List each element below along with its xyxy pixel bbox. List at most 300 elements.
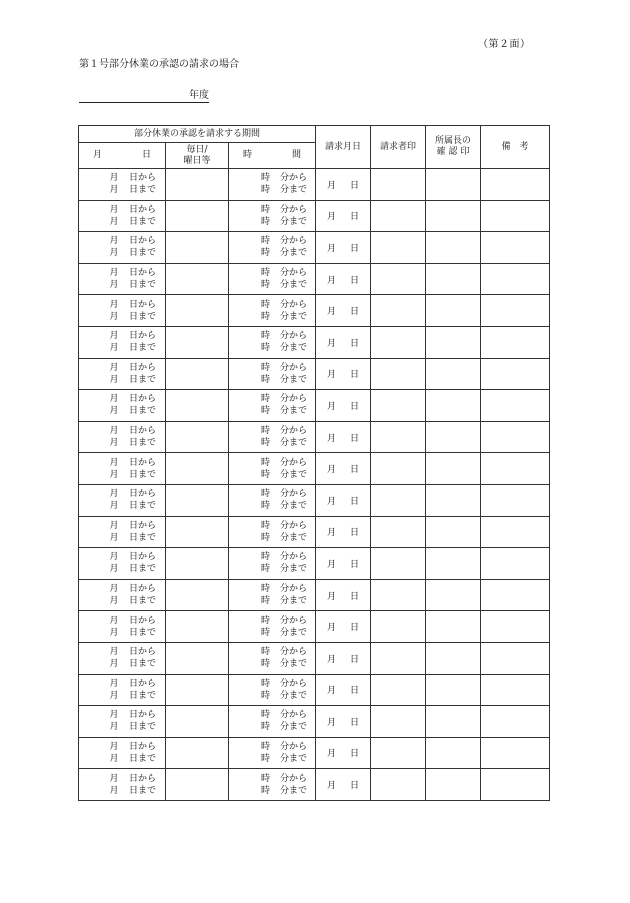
- fiscal-year-field[interactable]: [79, 90, 209, 103]
- to-hour-label: 時: [260, 785, 270, 796]
- weekday-header: [166, 143, 229, 169]
- to-month-label: 月: [109, 564, 119, 575]
- weekday-cell[interactable]: [166, 642, 229, 674]
- request-date-cell[interactable]: [316, 263, 371, 295]
- date-range-cell[interactable]: [79, 484, 166, 516]
- supervisor-seal-cell[interactable]: [426, 516, 481, 548]
- requester-seal-cell[interactable]: [371, 453, 426, 485]
- from-month-label: 月: [109, 710, 119, 721]
- requester-seal-cell[interactable]: [371, 169, 426, 201]
- from-month-label: 月: [109, 173, 119, 184]
- form-heading: 第１号部分休業の承認の請求の場合: [79, 59, 239, 70]
- request-date-cell[interactable]: [316, 200, 371, 232]
- time-range-cell[interactable]: [229, 611, 316, 643]
- to-month-label: 月: [109, 406, 119, 417]
- request-day-label: 日: [350, 465, 360, 476]
- from-hour-label: 時: [260, 299, 270, 310]
- to-day-label: 日まで: [129, 722, 157, 733]
- time-range-cell[interactable]: [229, 769, 316, 801]
- remarks-cell[interactable]: [481, 390, 550, 422]
- weekday-cell[interactable]: [166, 263, 229, 295]
- to-day-label: 日まで: [129, 596, 157, 607]
- weekday-cell[interactable]: [166, 706, 229, 738]
- requester-seal-cell[interactable]: [371, 484, 426, 516]
- requester-seal-cell[interactable]: [371, 737, 426, 769]
- to-minute-label: 分まで: [280, 216, 308, 227]
- from-day-label: 日から: [129, 552, 157, 563]
- time-range-cell[interactable]: [229, 548, 316, 580]
- from-hour-label: 時: [260, 647, 270, 658]
- supervisor-seal-header-line1: 所属長の: [435, 136, 472, 146]
- to-hour-label: 時: [260, 406, 270, 417]
- to-minute-label: 分まで: [280, 343, 308, 354]
- to-minute-label: 分まで: [280, 248, 308, 259]
- to-month-label: 月: [109, 216, 119, 227]
- supervisor-seal-cell[interactable]: [426, 769, 481, 801]
- remarks-cell[interactable]: [481, 642, 550, 674]
- supervisor-seal-cell[interactable]: [426, 263, 481, 295]
- supervisor-seal-cell[interactable]: [426, 611, 481, 643]
- requester-seal-cell[interactable]: [371, 263, 426, 295]
- request-month-label: 月: [327, 717, 337, 728]
- supervisor-seal-cell[interactable]: [426, 579, 481, 611]
- request-date-cell[interactable]: [316, 484, 371, 516]
- to-hour-label: 時: [260, 438, 270, 449]
- weekday-cell[interactable]: [166, 421, 229, 453]
- request-month-label: 月: [327, 591, 337, 602]
- request-month-label: 月: [327, 686, 337, 697]
- request-month-label: 月: [327, 433, 337, 444]
- to-month-label: 月: [109, 374, 119, 385]
- page-number: （第２面）: [478, 39, 531, 50]
- time-range-cell[interactable]: [229, 516, 316, 548]
- request-day-label: 日: [350, 591, 360, 602]
- requester-seal-cell[interactable]: [371, 358, 426, 390]
- request-day-label: 日: [350, 338, 360, 349]
- request-date-cell[interactable]: [316, 295, 371, 327]
- weekday-cell[interactable]: [166, 769, 229, 801]
- request-month-label: 月: [327, 654, 337, 665]
- table-row: [79, 516, 550, 548]
- to-day-label: 日まで: [129, 469, 157, 480]
- from-month-label: 月: [109, 204, 119, 215]
- remarks-cell[interactable]: [481, 548, 550, 580]
- duration-header: 間: [292, 150, 302, 160]
- time-range-cell[interactable]: [229, 169, 316, 201]
- table-row: [79, 548, 550, 580]
- to-hour-label: 時: [260, 659, 270, 670]
- to-month-label: 月: [109, 343, 119, 354]
- to-day-label: 日まで: [129, 374, 157, 385]
- to-hour-label: 時: [260, 374, 270, 385]
- request-day-label: 日: [350, 654, 360, 665]
- date-range-cell[interactable]: [79, 769, 166, 801]
- fiscal-year-label: 年度: [189, 90, 209, 101]
- remarks-cell[interactable]: [481, 326, 550, 358]
- from-month-label: 月: [109, 426, 119, 437]
- from-hour-label: 時: [260, 362, 270, 373]
- requester-seal-cell[interactable]: [371, 200, 426, 232]
- supervisor-seal-header: [426, 126, 481, 169]
- to-minute-label: 分まで: [280, 311, 308, 322]
- from-minute-label: 分から: [280, 710, 308, 721]
- supervisor-seal-cell[interactable]: [426, 232, 481, 264]
- date-range-cell[interactable]: [79, 453, 166, 485]
- requester-seal-cell[interactable]: [371, 232, 426, 264]
- to-minute-label: 分まで: [280, 438, 308, 449]
- time-range-cell[interactable]: [229, 358, 316, 390]
- request-date-cell[interactable]: [316, 769, 371, 801]
- partial-leave-request-table: [78, 125, 550, 801]
- request-date-cell[interactable]: [316, 358, 371, 390]
- time-range-cell[interactable]: [229, 390, 316, 422]
- time-range-cell[interactable]: [229, 579, 316, 611]
- remarks-cell[interactable]: [481, 769, 550, 801]
- weekday-cell[interactable]: [166, 579, 229, 611]
- from-month-label: 月: [109, 773, 119, 784]
- request-day-label: 日: [350, 370, 360, 381]
- to-minute-label: 分まで: [280, 785, 308, 796]
- to-hour-label: 時: [260, 501, 270, 512]
- remarks-cell[interactable]: [481, 263, 550, 295]
- supervisor-seal-cell[interactable]: [426, 737, 481, 769]
- remarks-cell[interactable]: [481, 421, 550, 453]
- requester-seal-cell[interactable]: [371, 516, 426, 548]
- remarks-header: 備 考: [481, 126, 550, 169]
- remarks-cell[interactable]: [481, 169, 550, 201]
- request-date-header: 請求月日: [316, 126, 371, 169]
- time-range-cell[interactable]: [229, 737, 316, 769]
- requester-seal-cell[interactable]: [371, 295, 426, 327]
- date-range-cell[interactable]: [79, 200, 166, 232]
- request-date-cell[interactable]: [316, 421, 371, 453]
- requester-seal-cell[interactable]: [371, 611, 426, 643]
- request-month-label: 月: [327, 370, 337, 381]
- remarks-cell[interactable]: [481, 232, 550, 264]
- supervisor-seal-cell[interactable]: [426, 358, 481, 390]
- supervisor-seal-cell[interactable]: [426, 548, 481, 580]
- table-row: [79, 769, 550, 801]
- supervisor-seal-cell[interactable]: [426, 169, 481, 201]
- weekday-header-line1: 毎日/: [186, 144, 208, 155]
- from-day-label: 日から: [129, 426, 157, 437]
- time-range-cell[interactable]: [229, 421, 316, 453]
- from-day-label: 日から: [129, 520, 157, 531]
- to-day-label: 日まで: [129, 659, 157, 670]
- time-range-cell[interactable]: [229, 484, 316, 516]
- from-minute-label: 分から: [280, 173, 308, 184]
- to-hour-label: 時: [260, 469, 270, 480]
- request-date-cell[interactable]: [316, 579, 371, 611]
- time-range-cell[interactable]: [229, 263, 316, 295]
- remarks-cell[interactable]: [481, 295, 550, 327]
- weekday-cell[interactable]: [166, 169, 229, 201]
- from-hour-label: 時: [260, 489, 270, 500]
- weekday-cell[interactable]: [166, 548, 229, 580]
- weekday-cell[interactable]: [166, 516, 229, 548]
- date-range-cell[interactable]: [79, 421, 166, 453]
- request-date-cell[interactable]: [316, 737, 371, 769]
- weekday-cell[interactable]: [166, 200, 229, 232]
- to-month-label: 月: [109, 722, 119, 733]
- to-day-label: 日まで: [129, 216, 157, 227]
- time-range-cell[interactable]: [229, 326, 316, 358]
- remarks-cell[interactable]: [481, 737, 550, 769]
- from-day-label: 日から: [129, 741, 157, 752]
- from-hour-label: 時: [260, 331, 270, 342]
- to-day-label: 日まで: [129, 753, 157, 764]
- requester-seal-cell[interactable]: [371, 421, 426, 453]
- weekday-cell[interactable]: [166, 453, 229, 485]
- to-minute-label: 分まで: [280, 469, 308, 480]
- request-day-label: 日: [350, 180, 360, 191]
- to-day-label: 日まで: [129, 564, 157, 575]
- to-minute-label: 分まで: [280, 659, 308, 670]
- date-range-cell[interactable]: [79, 390, 166, 422]
- from-month-label: 月: [109, 362, 119, 373]
- to-hour-label: 時: [260, 248, 270, 259]
- from-hour-label: 時: [260, 268, 270, 279]
- from-minute-label: 分から: [280, 394, 308, 405]
- from-hour-label: 時: [260, 394, 270, 405]
- requester-seal-cell[interactable]: [371, 548, 426, 580]
- to-month-label: 月: [109, 785, 119, 796]
- date-range-cell[interactable]: [79, 358, 166, 390]
- request-day-label: 日: [350, 307, 360, 318]
- from-minute-label: 分から: [280, 584, 308, 595]
- to-hour-label: 時: [260, 722, 270, 733]
- time-range-cell[interactable]: [229, 453, 316, 485]
- from-hour-label: 時: [260, 710, 270, 721]
- period-group-header: 部分休業の承認を請求する期間: [79, 126, 316, 143]
- weekday-cell[interactable]: [166, 611, 229, 643]
- request-month-label: 月: [327, 749, 337, 760]
- from-hour-label: 時: [260, 173, 270, 184]
- weekday-cell[interactable]: [166, 674, 229, 706]
- supervisor-seal-cell[interactable]: [426, 706, 481, 738]
- time-range-cell[interactable]: [229, 674, 316, 706]
- from-month-label: 月: [109, 584, 119, 595]
- date-range-cell[interactable]: [79, 706, 166, 738]
- to-month-label: 月: [109, 690, 119, 701]
- requester-seal-cell[interactable]: [371, 674, 426, 706]
- request-date-cell[interactable]: [316, 611, 371, 643]
- supervisor-seal-cell[interactable]: [426, 484, 481, 516]
- supervisor-seal-cell[interactable]: [426, 326, 481, 358]
- request-day-label: 日: [350, 623, 360, 634]
- from-day-label: 日から: [129, 204, 157, 215]
- from-hour-label: 時: [260, 204, 270, 215]
- date-range-cell[interactable]: [79, 611, 166, 643]
- weekday-cell[interactable]: [166, 484, 229, 516]
- request-date-cell[interactable]: [316, 706, 371, 738]
- supervisor-seal-cell[interactable]: [426, 200, 481, 232]
- from-minute-label: 分から: [280, 236, 308, 247]
- time-range-cell[interactable]: [229, 295, 316, 327]
- weekday-cell[interactable]: [166, 390, 229, 422]
- time-header: [229, 143, 316, 169]
- remarks-cell[interactable]: [481, 674, 550, 706]
- supervisor-seal-cell[interactable]: [426, 421, 481, 453]
- remarks-cell[interactable]: [481, 579, 550, 611]
- to-day-label: 日まで: [129, 343, 157, 354]
- weekday-cell[interactable]: [166, 358, 229, 390]
- month-day-header: [79, 143, 166, 169]
- hour-header: 時: [243, 150, 253, 160]
- from-hour-label: 時: [260, 584, 270, 595]
- from-month-label: 月: [109, 741, 119, 752]
- table-row: [79, 169, 550, 201]
- request-date-cell[interactable]: [316, 390, 371, 422]
- to-hour-label: 時: [260, 753, 270, 764]
- to-minute-label: 分まで: [280, 596, 308, 607]
- from-day-label: 日から: [129, 489, 157, 500]
- table-row: [79, 358, 550, 390]
- remarks-cell[interactable]: [481, 706, 550, 738]
- to-day-label: 日まで: [129, 501, 157, 512]
- to-month-label: 月: [109, 248, 119, 259]
- request-day-label: 日: [350, 212, 360, 223]
- from-day-label: 日から: [129, 299, 157, 310]
- from-hour-label: 時: [260, 773, 270, 784]
- to-hour-label: 時: [260, 690, 270, 701]
- time-range-cell[interactable]: [229, 200, 316, 232]
- to-month-label: 月: [109, 185, 119, 196]
- weekday-cell[interactable]: [166, 232, 229, 264]
- time-range-cell[interactable]: [229, 706, 316, 738]
- from-minute-label: 分から: [280, 362, 308, 373]
- to-month-label: 月: [109, 532, 119, 543]
- request-date-cell[interactable]: [316, 642, 371, 674]
- date-range-cell[interactable]: [79, 548, 166, 580]
- time-range-cell[interactable]: [229, 232, 316, 264]
- remarks-cell[interactable]: [481, 611, 550, 643]
- table-row: [79, 706, 550, 738]
- from-hour-label: 時: [260, 615, 270, 626]
- to-hour-label: 時: [260, 343, 270, 354]
- to-hour-label: 時: [260, 185, 270, 196]
- request-month-label: 月: [327, 781, 337, 792]
- remarks-cell[interactable]: [481, 484, 550, 516]
- date-range-cell[interactable]: [79, 579, 166, 611]
- request-month-label: 月: [327, 243, 337, 254]
- requester-seal-cell[interactable]: [371, 642, 426, 674]
- from-day-label: 日から: [129, 362, 157, 373]
- request-month-label: 月: [327, 528, 337, 539]
- to-minute-label: 分まで: [280, 564, 308, 575]
- requester-seal-cell[interactable]: [371, 579, 426, 611]
- to-day-label: 日まで: [129, 311, 157, 322]
- from-minute-label: 分から: [280, 457, 308, 468]
- from-day-label: 日から: [129, 584, 157, 595]
- requester-seal-cell[interactable]: [371, 326, 426, 358]
- request-date-cell[interactable]: [316, 453, 371, 485]
- from-minute-label: 分から: [280, 426, 308, 437]
- date-range-cell[interactable]: [79, 737, 166, 769]
- request-date-cell[interactable]: [316, 232, 371, 264]
- request-month-label: 月: [327, 623, 337, 634]
- to-minute-label: 分まで: [280, 501, 308, 512]
- time-range-cell[interactable]: [229, 642, 316, 674]
- month-header: 月: [93, 150, 103, 160]
- to-day-label: 日まで: [129, 438, 157, 449]
- request-date-cell[interactable]: [316, 169, 371, 201]
- date-range-cell[interactable]: [79, 169, 166, 201]
- to-day-label: 日まで: [129, 406, 157, 417]
- date-range-cell[interactable]: [79, 326, 166, 358]
- remarks-cell[interactable]: [481, 200, 550, 232]
- request-date-cell[interactable]: [316, 516, 371, 548]
- supervisor-seal-cell[interactable]: [426, 453, 481, 485]
- supervisor-seal-cell[interactable]: [426, 295, 481, 327]
- to-month-label: 月: [109, 438, 119, 449]
- from-day-label: 日から: [129, 331, 157, 342]
- to-minute-label: 分まで: [280, 690, 308, 701]
- requester-seal-cell[interactable]: [371, 706, 426, 738]
- from-minute-label: 分から: [280, 268, 308, 279]
- request-date-cell[interactable]: [316, 548, 371, 580]
- request-month-label: 月: [327, 496, 337, 507]
- supervisor-seal-cell[interactable]: [426, 674, 481, 706]
- request-date-cell[interactable]: [316, 326, 371, 358]
- from-month-label: 月: [109, 299, 119, 310]
- from-day-label: 日から: [129, 394, 157, 405]
- to-day-label: 日まで: [129, 280, 157, 291]
- remarks-cell[interactable]: [481, 453, 550, 485]
- request-month-label: 月: [327, 307, 337, 318]
- from-month-label: 月: [109, 394, 119, 405]
- day-header: 日: [141, 150, 151, 160]
- from-minute-label: 分から: [280, 615, 308, 626]
- from-minute-label: 分から: [280, 520, 308, 531]
- weekday-cell[interactable]: [166, 737, 229, 769]
- from-minute-label: 分から: [280, 299, 308, 310]
- date-range-cell[interactable]: [79, 263, 166, 295]
- requester-seal-cell[interactable]: [371, 390, 426, 422]
- date-range-cell[interactable]: [79, 674, 166, 706]
- from-month-label: 月: [109, 457, 119, 468]
- from-month-label: 月: [109, 647, 119, 658]
- to-day-label: 日まで: [129, 248, 157, 259]
- supervisor-seal-cell[interactable]: [426, 642, 481, 674]
- from-hour-label: 時: [260, 520, 270, 531]
- request-day-label: 日: [350, 496, 360, 507]
- requester-seal-cell[interactable]: [371, 769, 426, 801]
- request-month-label: 月: [327, 559, 337, 570]
- remarks-cell[interactable]: [481, 358, 550, 390]
- from-day-label: 日から: [129, 710, 157, 721]
- weekday-cell[interactable]: [166, 295, 229, 327]
- table-row: [79, 200, 550, 232]
- from-minute-label: 分から: [280, 773, 308, 784]
- remarks-cell[interactable]: [481, 516, 550, 548]
- date-range-cell[interactable]: [79, 232, 166, 264]
- date-range-cell[interactable]: [79, 295, 166, 327]
- date-range-cell[interactable]: [79, 642, 166, 674]
- from-day-label: 日から: [129, 173, 157, 184]
- to-day-label: 日まで: [129, 185, 157, 196]
- weekday-cell[interactable]: [166, 326, 229, 358]
- date-range-cell[interactable]: [79, 516, 166, 548]
- from-month-label: 月: [109, 552, 119, 563]
- from-day-label: 日から: [129, 268, 157, 279]
- request-date-cell[interactable]: [316, 674, 371, 706]
- request-day-label: 日: [350, 781, 360, 792]
- supervisor-seal-cell[interactable]: [426, 390, 481, 422]
- request-day-label: 日: [350, 528, 360, 539]
- request-month-label: 月: [327, 275, 337, 286]
- to-hour-label: 時: [260, 532, 270, 543]
